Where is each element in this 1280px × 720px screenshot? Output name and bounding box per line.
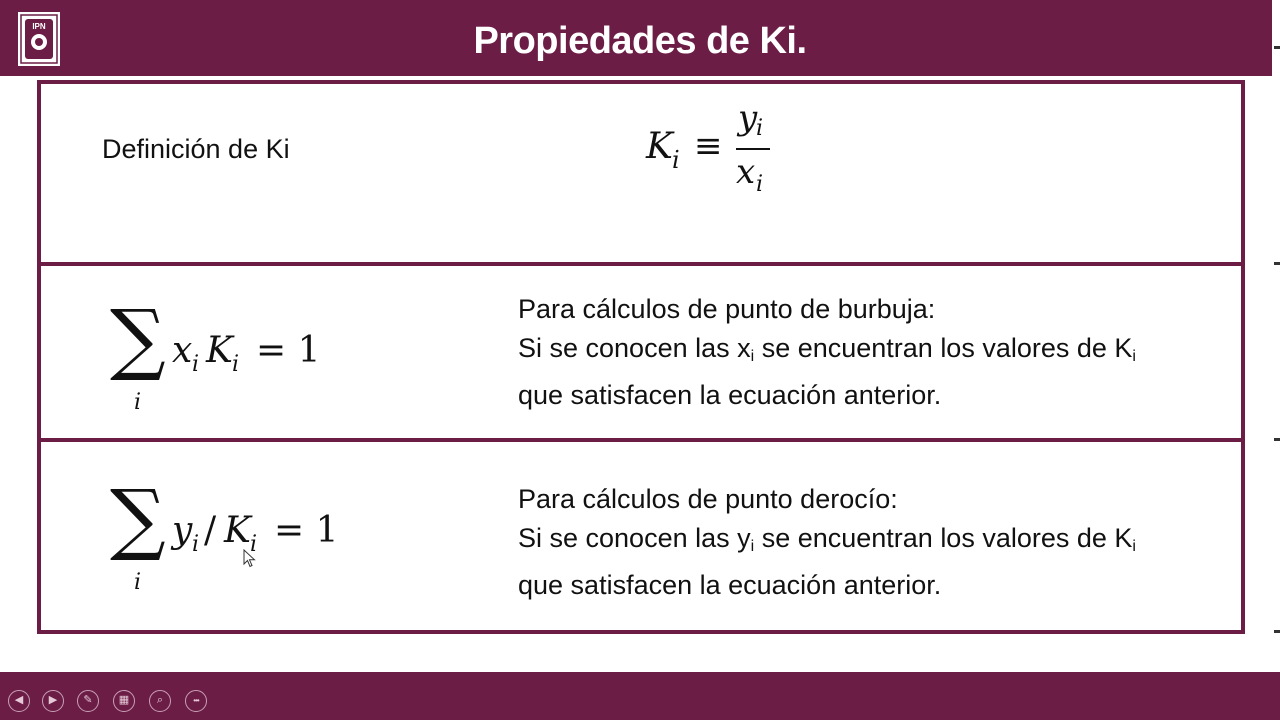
summation-symbol: ∑	[110, 474, 166, 564]
dew-point-description: Para cálculos de punto derocío: Si se conocen las $y_i$ se encuentran los valores de $K_i$ que satisfacen la ecuación anterior.	[518, 484, 1136, 600]
more-options-button[interactable]: •••	[185, 690, 207, 712]
bubble-point-sum-formula: ∑ i x i K i = 1	[110, 294, 321, 415]
edge-mark	[1274, 630, 1280, 633]
fraction-bar	[736, 148, 770, 150]
pen-tool-button[interactable]: ✎	[77, 690, 99, 712]
zoom-button[interactable]: ⌕	[149, 690, 171, 712]
previous-slide-button[interactable]: ◀	[8, 690, 30, 712]
bubble-point-description: Para cálculos de punto de burbuja: Si se conocen las $x_i$ se encuentran los valores de $K_i$ que satisfacen la ecuación anterior.	[518, 294, 1136, 410]
right-edge-strip	[1272, 0, 1280, 720]
edge-mark	[1274, 438, 1280, 441]
mouse-pointer-icon	[243, 549, 257, 569]
definition-label: Definición de Ki	[102, 134, 290, 164]
row-divider	[41, 438, 1241, 442]
dew-point-sum-formula: ∑ i y i / K i = 1	[110, 474, 339, 595]
row-divider	[41, 262, 1241, 266]
summation-symbol: ∑	[110, 294, 166, 384]
next-slide-button[interactable]: ▶	[42, 690, 64, 712]
see-all-slides-button[interactable]: ▦	[113, 690, 135, 712]
svg-text:IPN: IPN	[32, 22, 46, 31]
slide-title: Propiedades de Ki.	[473, 20, 807, 62]
edge-mark	[1274, 262, 1280, 265]
ki-definition-formula: K i ≡ y i x i	[646, 100, 786, 200]
edge-mark	[1274, 46, 1280, 49]
